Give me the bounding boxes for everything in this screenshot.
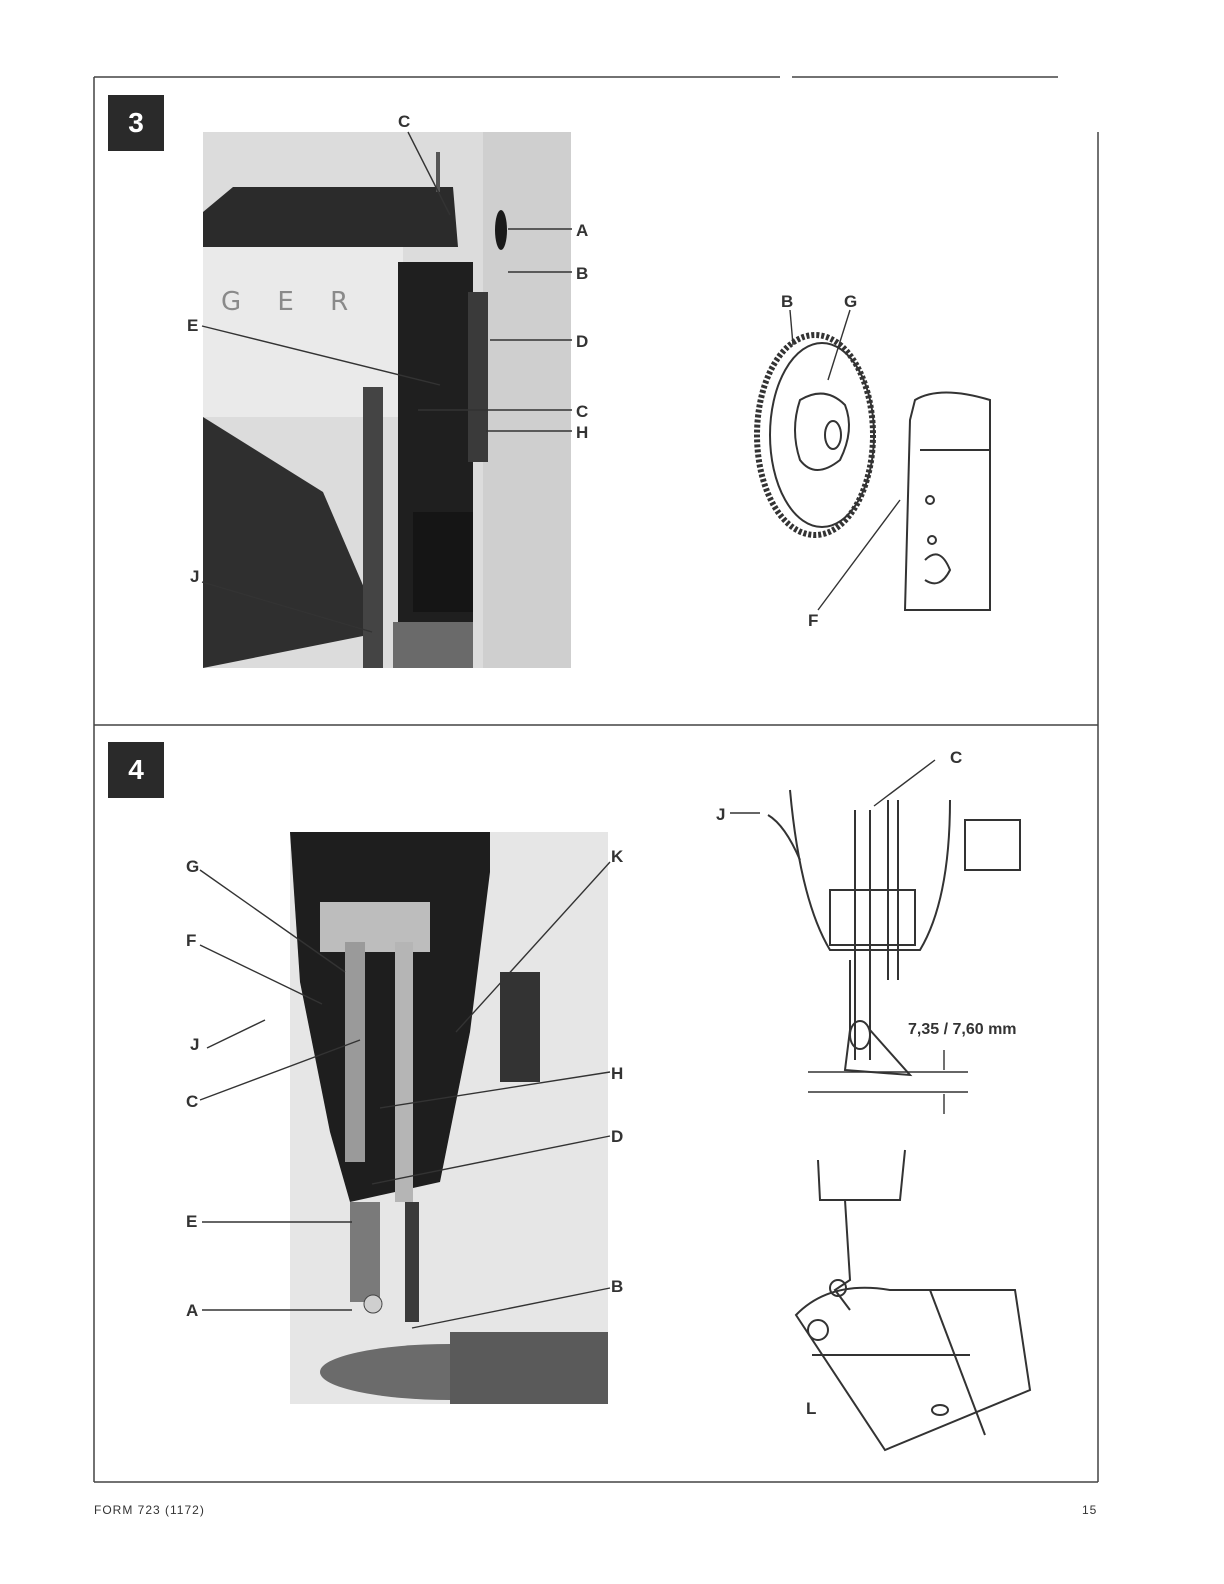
label-b-4: B (611, 1277, 624, 1296)
label-c-mid: C (576, 402, 589, 421)
head-label-j: J (716, 805, 726, 824)
label-f-4: F (186, 931, 197, 950)
label-e-4: E (186, 1212, 198, 1231)
label-g-4: G (186, 857, 200, 876)
label-a: A (576, 221, 589, 240)
label-k-4: K (611, 847, 624, 866)
label-b: B (576, 264, 589, 283)
label-e: E (187, 316, 199, 335)
wheel-label-b: B (781, 292, 794, 311)
label-h-4: H (611, 1064, 624, 1083)
panel-number-4: 4 (108, 742, 164, 798)
panel-number-3: 3 (108, 95, 164, 151)
form-number: FORM 723 (1172) (94, 1503, 205, 1517)
label-c-top: C (398, 112, 411, 131)
label-j: J (190, 567, 200, 586)
head-label-c: C (950, 748, 963, 767)
label-a-4: A (186, 1301, 199, 1320)
label-c-4: C (186, 1092, 199, 1111)
wheel-label-f: F (808, 611, 819, 630)
fig4-throat-plate-drawing (790, 1140, 1040, 1460)
label-j-4: J (190, 1035, 200, 1054)
machine-brand-lettering: G E R (221, 287, 363, 317)
plate-label-l: L (806, 1399, 817, 1418)
page-number: 15 (1082, 1503, 1098, 1517)
wheel-label-g: G (844, 292, 858, 311)
label-h: H (576, 423, 589, 442)
fig4-presser-head-drawing (760, 780, 1060, 1160)
label-d: D (576, 332, 589, 351)
label-d-4: D (611, 1127, 624, 1146)
presser-height-measurement: 7,35 / 7,60 mm (908, 1021, 1017, 1038)
